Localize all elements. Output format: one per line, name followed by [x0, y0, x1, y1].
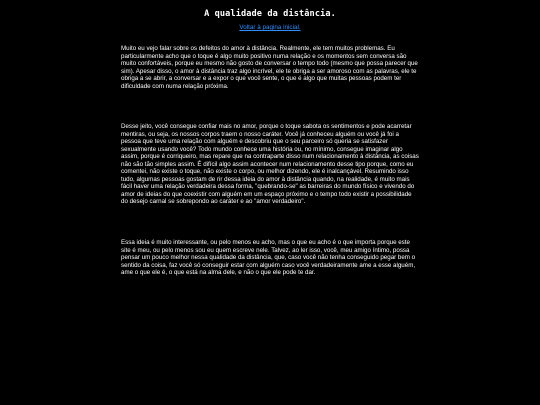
back-to-home-link[interactable]: Voltar à pagina inicial.: [239, 24, 301, 31]
paragraph-3: Essa ideia é muito interessante, ou pelo menos eu acho, mas o que eu acho é o que importa porque este site é meu, ou pelo menos sou eu quem escreve nele. Talvez, ao ler isso, você, meu amigo íntimo, possa pensar um pouco melhor nessa qualidade da distância, que, caso você não tenha conseguido pegar bem o sentido da coisa, faz você só conseguir estar com alguém caso você verdadeiramente ame a esse alguém, ame o que ele é, o que está na alma dele, e não o que ele pode te dar.: [121, 239, 416, 276]
back-link-container: [0, 24, 540, 32]
page-title: A qualidade da distância.: [204, 9, 336, 19]
paragraph-1: Muito eu vejo falar sobre os defeitos do amor à distância. Realmente, ele tem muitos problemas. Eu particularmente acho que o toque é algo muito positivo numa relação e os momentos sem conversa são muito confortáveis, porque eu mesmo não gosto de conversar o tempo todo (mesmo que possa parecer que sim). Apesar disso, o amor à distância traz algo incrível, ele te obriga a ser amoroso com as palavras, ele te obriga a se abrir, a conversar e a expor o que você sente, o que é algo que muitas pessoas podem ter dificuldade com numa relação próxima.: [121, 45, 418, 90]
paragraph-2: Desse jeito, você consegue confiar mais no amor, porque o toque sabota os sentimentos e pode acarretar mentiras, ou seja, os nossos corpos traem o nosso caráter. Você já conheceu alguém ou você já foi a pessoa que teve uma relação com alguém e descobriu que o seu parceiro só queria se satisfazer sexualmente usando você? Todo mundo conhece uma história ou, no mínimo, consegue imaginar algo assim, porque é corriqueiro, mas repare que na contraparte disso num relacionamento à distância, as coisas não são tão simples assim. É difícil algo assim acontecer num relacionamento desse tipo porque, como eu comentei, não existe o toque, não existe o corpo, ou melhor dizendo, ele é inalcançável. Resumindo isso tudo, algumas pessoas gostam de rir dessa ideia do amor à distância quando, na realidade, é muito mais fácil haver uma relação verdadeira dessa forma, "quebrando-se" as barreiras do mundo físico e vivendo do amor de ideias do que coexistir com alguém em um espaço próximo e o tempo todo existir a possibilidade do desejo carnal se sobrepondo ao caráter e ao "amor verdadeiro".: [121, 123, 419, 205]
